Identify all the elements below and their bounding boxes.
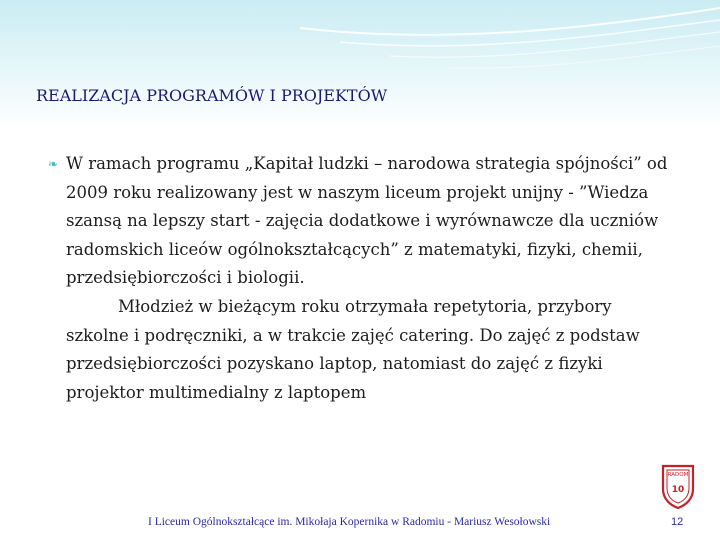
slide-body xyxy=(48,150,678,407)
logo-top-text: RADOM xyxy=(667,472,689,478)
paragraph-equipment: Młodzież w bieżącym roku otrzymała repetytoria, przybory szkolne i podręczniki, a w trakcie zajęć catering. Do zajęć z podstaw przedsiębiorczości pozyskano laptop, natomiast do zajęć z fizyki projektor multimedialny z laptopem xyxy=(66,296,640,402)
logo-number: 10 xyxy=(671,485,685,495)
page-number: 12 xyxy=(671,516,684,528)
paragraph-project-text: W ramach programu „Kapitał ludzki – narodowa strategia spójności” od 2009 roku realizowany jest w naszym liceum projekt unijny - ”Wiedza szansą na lepszy start - zajęcia dodatkowe i wyrównawcze dla uczniów radomskich liceów ogólnokształcących” z matematyki, fizyki, chemii, przedsiębiorczości i biologii. xyxy=(66,154,668,288)
leaf-bullet-icon: ❧ xyxy=(48,157,59,171)
paragraph-project xyxy=(48,150,678,293)
footer-text: I Liceum Ogólnokształcące im. Mikołaja Kopernika w Radomiu - Mariusz Wesołowski xyxy=(148,516,551,528)
school-crest-icon xyxy=(660,463,696,509)
slide-title: REALIZACJA PROGRAMÓW I PROJEKTÓW xyxy=(36,86,388,105)
decorative-swoosh xyxy=(300,0,720,80)
